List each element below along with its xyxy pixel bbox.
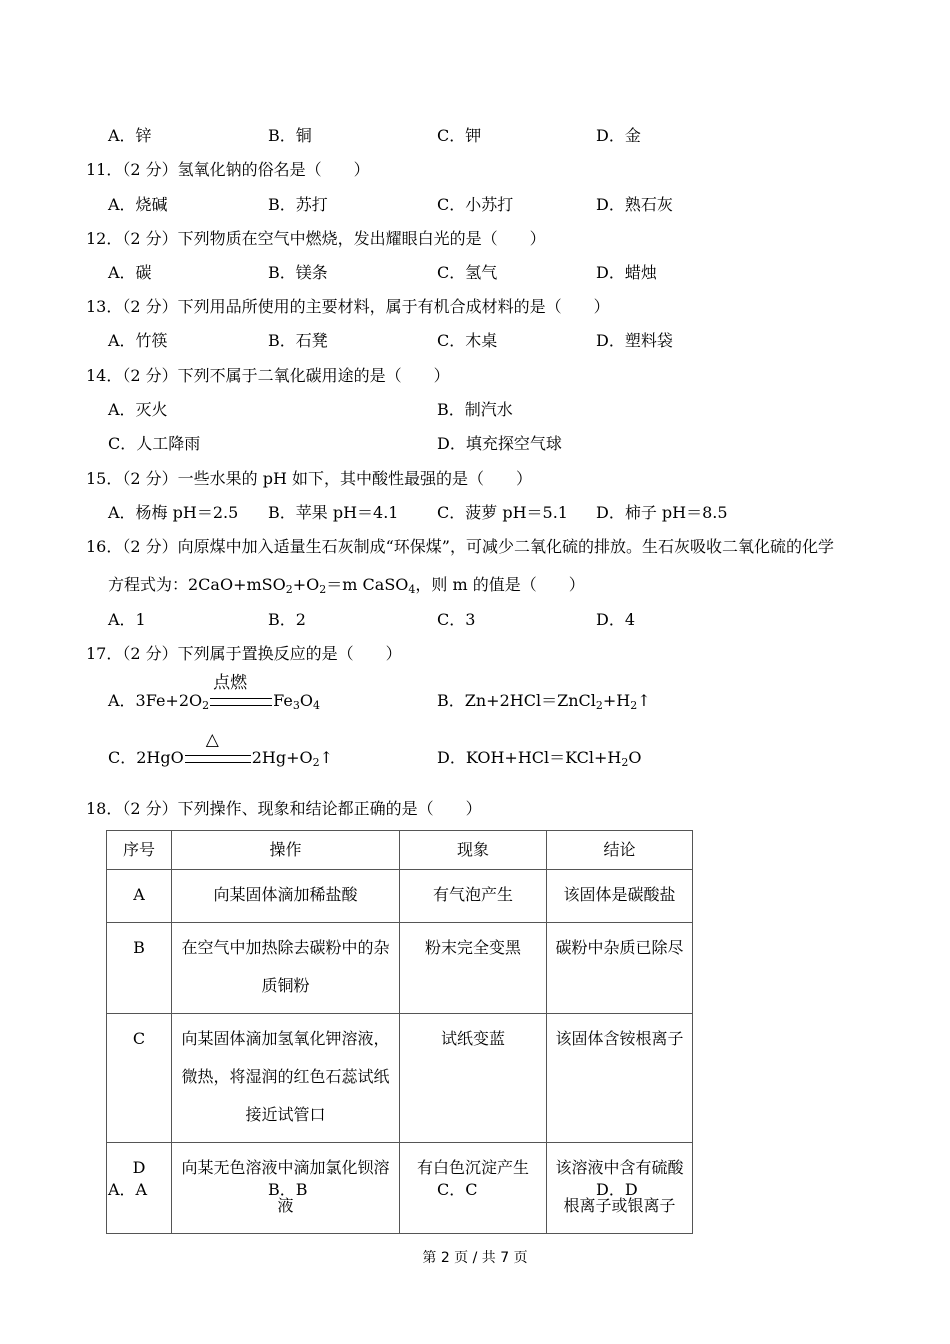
q18-option-d: D．D bbox=[596, 1180, 638, 1199]
q13-stem: 13．（2 分）下列用品所使用的主要材料，属于有机合成材料的是（ ） bbox=[86, 297, 610, 316]
q13-option-c: C．木桌 bbox=[437, 331, 498, 350]
q18-option-a: A．A bbox=[108, 1180, 148, 1199]
table-cell: 向某无色溶液中滴加氯化钡溶液 bbox=[172, 1143, 400, 1234]
q14-option-a: A．灭火 bbox=[108, 400, 168, 419]
q15-option-a: A．杨梅 pH＝2.5 bbox=[108, 503, 239, 522]
q11-option-b: B．苏打 bbox=[268, 195, 328, 214]
q10-option-b: B．铜 bbox=[268, 126, 312, 145]
q12-option-b: B．镁条 bbox=[268, 263, 328, 282]
q10-option-d: D．金 bbox=[596, 126, 641, 145]
table-row bbox=[107, 923, 693, 1014]
gas-arrow-icon: ↑ bbox=[319, 748, 334, 767]
table-cell: 该固体含铵根离子 bbox=[547, 1014, 693, 1143]
q16-option-b: B．2 bbox=[268, 610, 306, 629]
q15-option-c: C．菠萝 pH＝5.1 bbox=[437, 503, 568, 522]
table-header-cell: 结论 bbox=[547, 831, 693, 870]
q14-stem: 14．（2 分）下列不属于二氧化碳用途的是（ ） bbox=[86, 366, 450, 385]
q16-stem-line2: 方程式为：$2CaO+mSO_2+O_2=m$ CaSO$_4$，则 m 的值是（ ） bbox=[108, 575, 585, 596]
q12-option-d: D．蜡烛 bbox=[596, 263, 657, 282]
q13-option-d: D．塑料袋 bbox=[596, 331, 673, 350]
q14-option-c: C．人工降雨 bbox=[108, 434, 201, 453]
table-cell: D bbox=[107, 1143, 172, 1234]
table-cell: 粉末完全变黑 bbox=[400, 923, 547, 1014]
q17-option-d: D．$KOH+HCl=KCl+H_2O$ bbox=[437, 748, 642, 769]
table-header-cell: 操作 bbox=[172, 831, 400, 870]
table-cell: 有气泡产生 bbox=[400, 870, 547, 923]
q18-option-c: C．C bbox=[437, 1180, 478, 1199]
q16-option-d: D．4 bbox=[596, 610, 636, 629]
q10-option-a: A．锌 bbox=[108, 126, 152, 145]
table-cell: 向某固体滴加稀盐酸 bbox=[172, 870, 400, 923]
q15-option-d: D．柿子 pH＝8.5 bbox=[596, 503, 728, 522]
reaction-condition-arrow bbox=[184, 730, 252, 768]
table-row bbox=[107, 870, 693, 923]
q16-option-c: C．3 bbox=[437, 610, 476, 629]
q11-option-c: C．小苏打 bbox=[437, 195, 514, 214]
reaction-condition-arrow bbox=[209, 673, 273, 711]
table-cell: 该固体是碳酸盐 bbox=[547, 870, 693, 923]
table-header-row bbox=[107, 831, 693, 870]
page-footer: 第 2 页 / 共 7 页 bbox=[422, 1250, 528, 1266]
q11-option-a: A．烧碱 bbox=[108, 195, 168, 214]
q17-option-a: A．$3Fe+2O_2$ 点燃 $Fe_3O_4$ bbox=[108, 673, 320, 712]
q13-option-a: A．竹筷 bbox=[108, 331, 168, 350]
q17-option-b: B．$Zn+2HCl=ZnCl_2+H_2↑$ bbox=[437, 691, 651, 712]
gas-arrow-icon: ↑ bbox=[637, 691, 651, 710]
table-cell: 在空气中加热除去碳粉中的杂质铜粉 bbox=[172, 923, 400, 1014]
q18-option-b: B．B bbox=[268, 1180, 308, 1199]
ignite-condition: 点燃 bbox=[213, 673, 248, 693]
q10-option-c: C．钾 bbox=[437, 126, 482, 145]
q14-option-b: B．制汽水 bbox=[437, 400, 513, 419]
heat-condition-icon: △ bbox=[205, 730, 219, 750]
q14-option-d: D．填充探空气球 bbox=[437, 434, 562, 453]
table-cell: 向某固体滴加氢氧化钾溶液，微热，将湿润的红色石蕊试纸接近试管口 bbox=[172, 1014, 400, 1143]
table-cell: 有白色沉淀产生 bbox=[400, 1143, 547, 1234]
q18-stem: 18．（2 分）下列操作、现象和结论都正确的是（ ） bbox=[86, 799, 482, 818]
table-cell: 碳粉中杂质已除尽 bbox=[547, 923, 693, 1014]
q11-option-d: D．熟石灰 bbox=[596, 195, 673, 214]
table-cell: B bbox=[107, 923, 172, 1014]
table-header-cell: 现象 bbox=[400, 831, 547, 870]
q17-option-c: C．2HgO △ $2Hg+O_2↑$ bbox=[108, 730, 334, 769]
q12-option-c: C．氢气 bbox=[437, 263, 498, 282]
table-cell: 试纸变蓝 bbox=[400, 1014, 547, 1143]
table-cell: C bbox=[107, 1014, 172, 1143]
table-cell: A bbox=[107, 870, 172, 923]
q16-option-a: A．1 bbox=[108, 610, 146, 629]
q13-option-b: B．石凳 bbox=[268, 331, 328, 350]
q15-stem: 15．（2 分）一些水果的 pH 如下，其中酸性最强的是（ ） bbox=[86, 469, 532, 488]
q15-option-b: B．苹果 pH＝4.1 bbox=[268, 503, 399, 522]
q11-stem: 11．（2 分）氢氧化钠的俗名是（ ） bbox=[86, 160, 370, 179]
q12-stem: 12．（2 分）下列物质在空气中燃烧，发出耀眼白光的是（ ） bbox=[86, 229, 546, 248]
table-cell: 该溶液中含有硫酸根离子或银离子 bbox=[547, 1143, 693, 1234]
q18-table bbox=[106, 830, 693, 1234]
table-row bbox=[107, 1014, 693, 1143]
table-header-cell: 序号 bbox=[107, 831, 172, 870]
q16-stem-line1: 16．（2 分）向原煤中加入适量生石灰制成“环保煤”，可减少二氧化硫的排放。生石灰吸收二氧化硫的化学 bbox=[86, 537, 834, 556]
q12-option-a: A．碳 bbox=[108, 263, 152, 282]
q17-stem: 17．（2 分）下列属于置换反应的是（ ） bbox=[86, 644, 402, 663]
